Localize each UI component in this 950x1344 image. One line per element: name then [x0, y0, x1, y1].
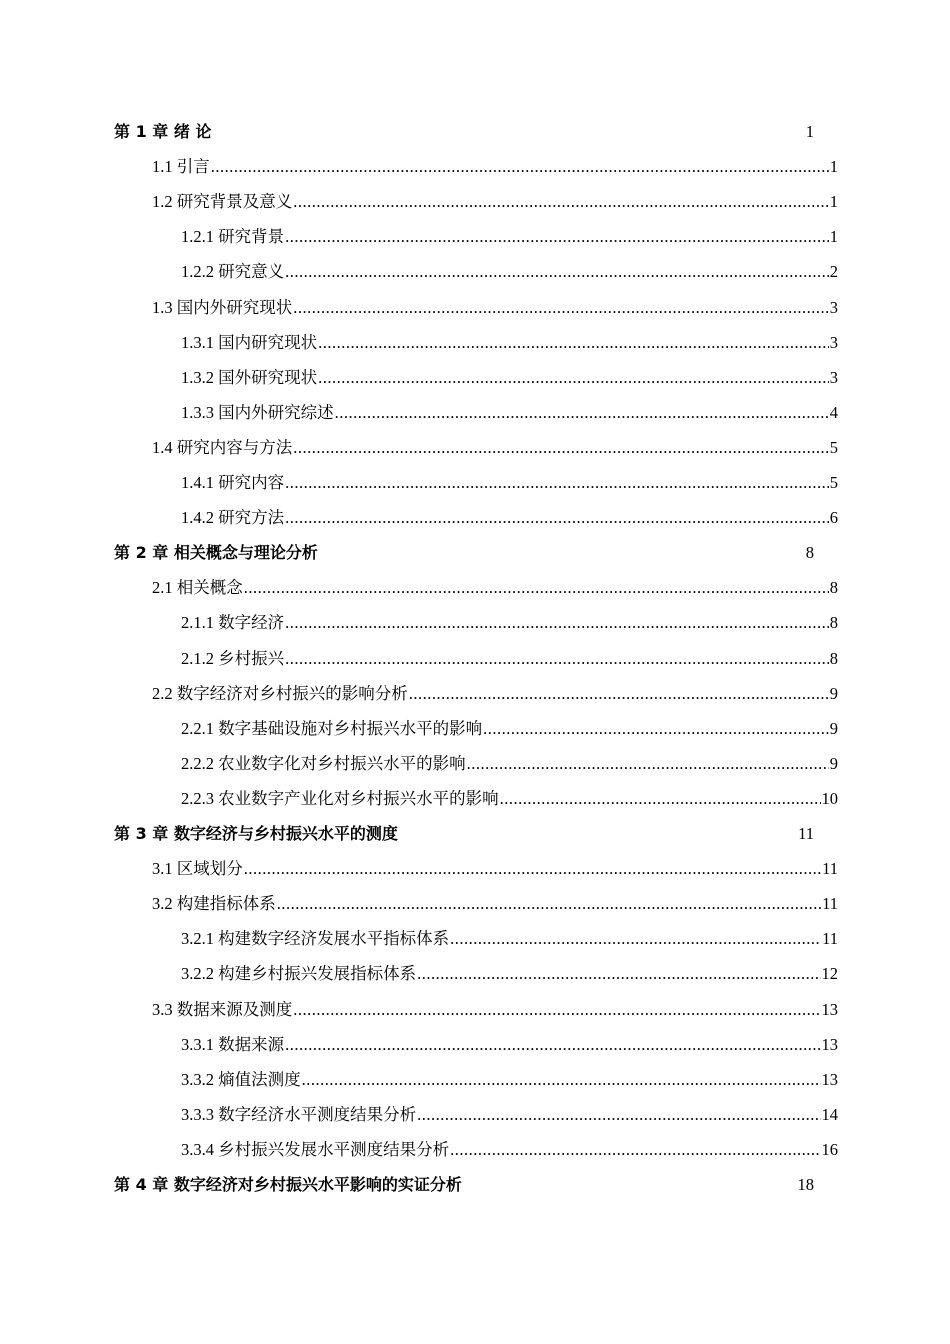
toc-entry-title: 3.3.4 乡村振兴发展水平测度结果分析: [181, 1139, 450, 1159]
toc-dot-leader: [500, 787, 821, 811]
toc-entry-title: 第 4 章 数字经济对乡村振兴水平影响的实证分析: [114, 1175, 462, 1194]
toc-page-number: 8: [805, 543, 814, 563]
toc-subsection-entry[interactable]: [181, 647, 838, 671]
toc-section-entry[interactable]: [152, 576, 838, 600]
toc-subsection-entry[interactable]: [181, 471, 838, 495]
toc-entry-title: 1.3 国内外研究现状: [152, 297, 293, 317]
toc-page-number: 1: [805, 122, 814, 141]
toc-dot-leader: [417, 962, 820, 986]
toc-subsection-entry[interactable]: [181, 1103, 838, 1127]
toc-dot-leader: [285, 260, 829, 284]
toc-entry-title: 3.2.1 构建数字经济发展水平指标体系: [181, 929, 450, 949]
toc-page-number: 13: [821, 1034, 838, 1054]
toc-page-number: 6: [829, 508, 838, 528]
toc-page-number: 1: [829, 157, 838, 177]
toc-entry-title: 2.2.2 农业数字化对乡村振兴水平的影响: [181, 753, 466, 773]
toc-subsection-entry[interactable]: [181, 331, 838, 355]
toc-entry-title: 1.3.3 国内外研究综述: [181, 402, 334, 422]
toc-page-number: 18: [797, 1175, 814, 1194]
toc-subsection-entry[interactable]: [181, 962, 838, 986]
toc-entry-title: 第 1 章 绪 论: [114, 122, 212, 141]
toc-page-number: 12: [821, 964, 838, 984]
toc-entry-title: 1.3.2 国外研究现状: [181, 367, 318, 387]
toc-dot-leader: [450, 927, 821, 951]
toc-section-entry[interactable]: [152, 296, 838, 320]
toc-page-number: 9: [829, 753, 838, 773]
toc-dot-leader: [483, 717, 829, 741]
toc-page-number: 13: [821, 1069, 838, 1089]
toc-entry-title: 3.3.2 熵值法测度: [181, 1069, 301, 1089]
toc-subsection-entry[interactable]: [181, 1068, 838, 1092]
toc-entry-title: 1.2.1 研究背景: [181, 227, 285, 247]
toc-subsection-entry[interactable]: [181, 787, 838, 811]
toc-subsection-entry[interactable]: [181, 366, 838, 390]
toc-dot-leader: [293, 190, 829, 214]
toc-subsection-entry[interactable]: [181, 717, 838, 741]
toc-entry-title: 1.1 引言: [152, 157, 210, 177]
toc-section-entry[interactable]: [152, 436, 838, 460]
toc-page-number: 3: [829, 367, 838, 387]
toc-entry-title: 1.2.2 研究意义: [181, 262, 285, 282]
toc-dot-leader: [318, 331, 829, 355]
toc-subsection-entry[interactable]: [181, 927, 838, 951]
toc-entry-title: 2.1.2 乡村振兴: [181, 648, 285, 668]
toc-page-number: 4: [829, 402, 838, 422]
toc-page-number: 14: [821, 1104, 838, 1124]
toc-page-number: 11: [822, 894, 838, 914]
toc-page-number: 1: [829, 227, 838, 247]
toc-dot-leader: [302, 1068, 821, 1092]
toc-dot-leader: [244, 576, 829, 600]
toc-subsection-entry[interactable]: [181, 752, 838, 776]
toc-dot-leader: [293, 296, 829, 320]
toc-page-number: 11: [822, 929, 838, 949]
toc-page-number: 8: [829, 648, 838, 668]
toc-dot-leader: [211, 155, 829, 179]
toc-subsection-entry[interactable]: [181, 401, 838, 425]
toc-page-number: 11: [798, 824, 814, 843]
toc-subsection-entry[interactable]: [181, 506, 838, 530]
toc-dot-leader: [244, 857, 821, 881]
toc-page-number: 8: [829, 578, 838, 598]
toc-dot-leader: [285, 611, 829, 635]
toc-entry-title: 1.4 研究内容与方法: [152, 437, 293, 457]
toc-section-entry[interactable]: [152, 857, 838, 881]
toc-entry-title: 3.3.3 数字经济水平测度结果分析: [181, 1104, 417, 1124]
toc-page-number: 13: [821, 999, 838, 1019]
toc-page-number: 10: [821, 788, 838, 808]
toc-entry-title: 第 2 章 相关概念与理论分析: [114, 543, 318, 563]
toc-chapter-entry[interactable]: [114, 822, 814, 846]
toc-section-entry[interactable]: [152, 155, 838, 179]
toc-page-number: 3: [829, 297, 838, 317]
toc-section-entry[interactable]: [152, 892, 838, 916]
toc-entry-title: 3.1 区域划分: [152, 859, 243, 879]
toc-subsection-entry[interactable]: [181, 260, 838, 284]
toc-entry-title: 1.4.2 研究方法: [181, 508, 285, 528]
toc-dot-leader: [285, 506, 829, 530]
toc-page-number: 1: [829, 192, 838, 212]
toc-dot-leader: [293, 436, 829, 460]
toc-dot-leader: [467, 752, 829, 776]
toc-section-entry[interactable]: [152, 682, 838, 706]
toc-dot-leader: [285, 225, 829, 249]
toc-entry-title: 2.2.3 农业数字产业化对乡村振兴水平的影响: [181, 788, 499, 808]
toc-section-entry[interactable]: [152, 998, 838, 1022]
toc-chapter-entry[interactable]: [114, 541, 814, 565]
toc-dot-leader: [417, 1103, 820, 1127]
toc-chapter-entry[interactable]: [114, 1173, 814, 1197]
toc-entry-title: 2.1.1 数字经济: [181, 613, 285, 633]
toc-entry-title: 第 3 章 数字经济与乡村振兴水平的测度: [114, 824, 398, 843]
toc-entry-title: 1.2 研究背景及意义: [152, 192, 293, 212]
toc-entry-title: 1.3.1 国内研究现状: [181, 332, 318, 352]
toc-dot-leader: [318, 366, 829, 390]
toc-entry-title: 3.2.2 构建乡村振兴发展指标体系: [181, 964, 417, 984]
toc-page-number: 9: [829, 683, 838, 703]
toc-dot-leader: [335, 401, 829, 425]
toc-page-number: 2: [829, 262, 838, 282]
toc-entry-title: 1.4.1 研究内容: [181, 473, 285, 492]
toc-dot-leader: [285, 471, 829, 495]
toc-entry-title: 3.3 数据来源及测度: [152, 999, 293, 1019]
toc-dot-leader: [285, 1033, 820, 1057]
toc-subsection-entry[interactable]: [181, 225, 838, 249]
toc-section-entry[interactable]: [152, 190, 838, 214]
toc-page-number: 16: [821, 1139, 838, 1159]
toc-page-number: 8: [829, 613, 838, 633]
toc-dot-leader: [409, 682, 829, 706]
toc-page-number: 5: [829, 437, 838, 457]
toc-subsection-entry[interactable]: [181, 1138, 838, 1162]
toc-dot-leader: [277, 892, 821, 916]
toc-page-number: 3: [829, 332, 838, 352]
toc-entry-title: 2.2.1 数字基础设施对乡村振兴水平的影响: [181, 718, 483, 738]
toc-subsection-entry[interactable]: [181, 611, 838, 635]
toc-entry-title: 3.2 构建指标体系: [152, 894, 276, 914]
toc-page-number: 9: [829, 718, 838, 738]
toc-dot-leader: [450, 1138, 820, 1162]
toc-entry-title: 2.1 相关概念: [152, 578, 243, 598]
toc-entry-title: 3.3.1 数据来源: [181, 1034, 285, 1054]
toc-page-number: 11: [822, 859, 838, 879]
toc-entry-title: 2.2 数字经济对乡村振兴的影响分析: [152, 683, 408, 703]
toc-subsection-entry[interactable]: [181, 1033, 838, 1057]
toc-dot-leader: [293, 998, 820, 1022]
toc-page-number: 5: [829, 473, 838, 492]
toc-dot-leader: [285, 647, 829, 671]
toc-chapter-entry[interactable]: [114, 120, 814, 144]
